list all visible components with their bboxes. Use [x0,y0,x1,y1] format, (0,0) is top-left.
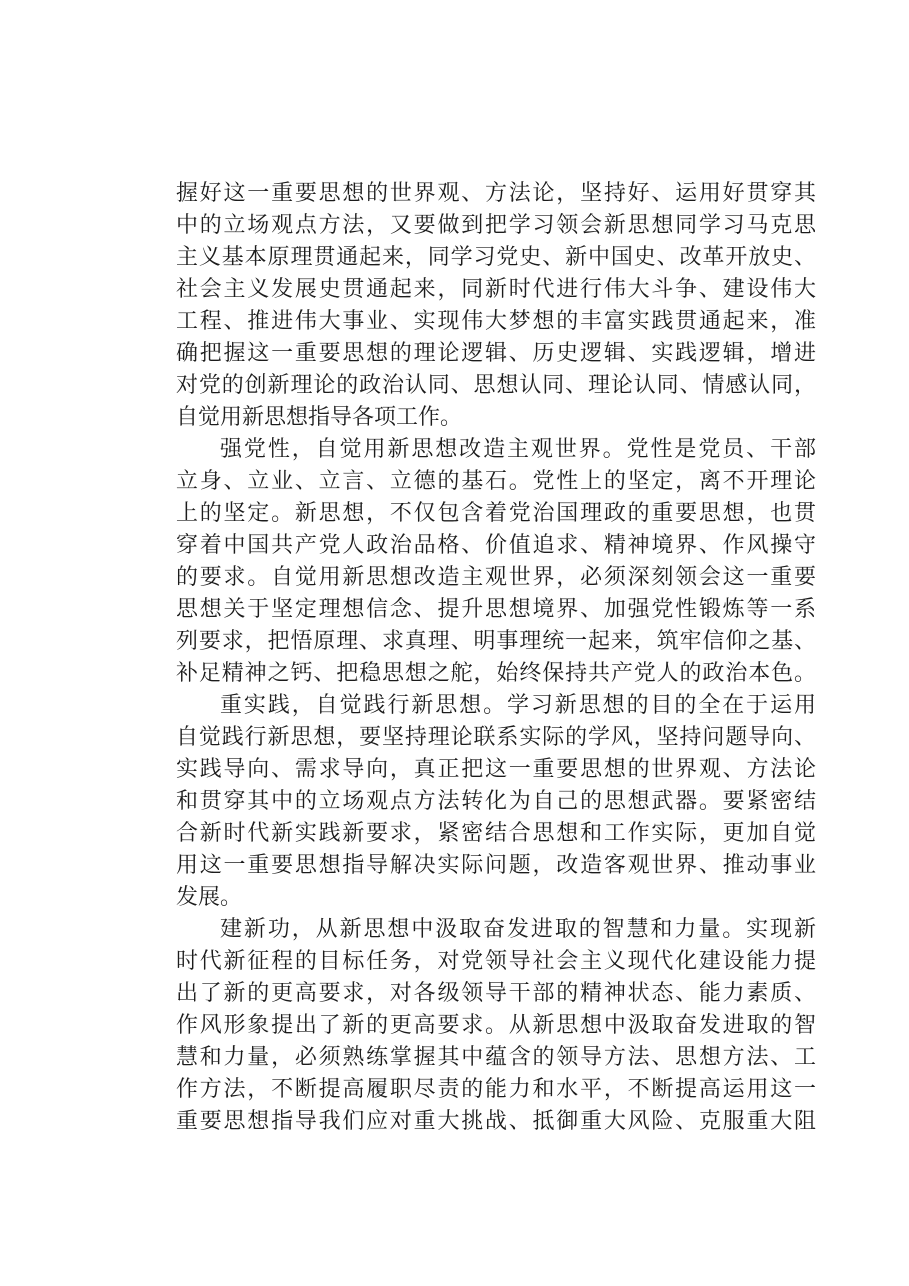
document-body [176,178,816,1138]
text-line: 工程、推进伟大事业、实现伟大梦想的丰富实践贯通起来，准 [176,309,816,334]
text-line: 列要求，把悟原理、求真理、明事理统一起来，筑牢信仰之基、 [176,629,816,654]
paragraph [176,434,816,690]
text-line: 出了新的更高要求，对各级领导干部的精神状态、能力素质、 [176,981,816,1006]
text-line: 合新时代新实践新要求，紧密结合思想和工作实际，更加自觉 [176,821,816,846]
text-line: 对党的创新理论的政治认同、思想认同、理论认同、情感认同， [176,373,816,398]
text-line: 发展。 [176,885,243,910]
paragraph [176,914,816,1138]
paragraph [176,178,816,434]
text-line: 握好这一重要思想的世界观、方法论，坚持好、运用好贯穿其 [176,181,816,206]
text-line: 重要思想指导我们应对重大挑战、抵御重大风险、克服重大阻 [176,1109,816,1134]
text-line: 建新功，从新思想中汲取奋发进取的智慧和力量。实现新 [220,917,816,942]
text-line: 主义基本原理贯通起来，同学习党史、新中国史、改革开放史、 [176,245,816,270]
text-line: 作方法，不断提高履职尽责的能力和水平，不断提高运用这一 [176,1077,816,1102]
text-line: 用这一重要思想指导解决实际问题，改造客观世界、推动事业 [176,853,816,878]
text-line: 穿着中国共产党人政治品格、价值追求、精神境界、作风操守 [176,533,816,558]
text-line: 强党性，自觉用新思想改造主观世界。党性是党员、干部 [220,437,816,462]
text-line: 实践导向、需求导向，真正把这一重要思想的世界观、方法论 [176,757,816,782]
text-line: 社会主义发展史贯通起来，同新时代进行伟大斗争、建设伟大 [176,277,816,302]
text-line: 补足精神之钙、把稳思想之舵，始终保持共产党人的政治本色。 [176,661,816,686]
text-line: 上的坚定。新思想，不仅包含着党治国理政的重要思想，也贯 [176,501,816,526]
text-line: 的要求。自觉用新思想改造主观世界，必须深刻领会这一重要 [176,565,816,590]
text-line: 自觉践行新思想，要坚持理论联系实际的学风，坚持问题导向、 [176,725,816,750]
text-line: 慧和力量，必须熟练掌握其中蕴含的领导方法、思想方法、工 [176,1045,816,1070]
text-line: 重实践，自觉践行新思想。学习新思想的目的全在于运用 [220,693,816,718]
text-line: 和贯穿其中的立场观点方法转化为自己的思想武器。要紧密结 [176,789,816,814]
text-line: 思想关于坚定理想信念、提升思想境界、加强党性锻炼等一系 [176,597,816,622]
text-line: 时代新征程的目标任务，对党领导社会主义现代化建设能力提 [176,949,816,974]
text-line: 作风形象提出了新的更高要求。从新思想中汲取奋发进取的智 [176,1013,816,1038]
text-line: 确把握这一重要思想的理论逻辑、历史逻辑、实践逻辑，增进 [176,341,816,366]
text-line: 中的立场观点方法，又要做到把学习领会新思想同学习马克思 [176,213,816,238]
paragraph [176,690,816,914]
text-line: 立身、立业、立言、立德的基石。党性上的坚定，离不开理论 [176,469,816,494]
text-line: 自觉用新思想指导各项工作。 [176,405,463,430]
